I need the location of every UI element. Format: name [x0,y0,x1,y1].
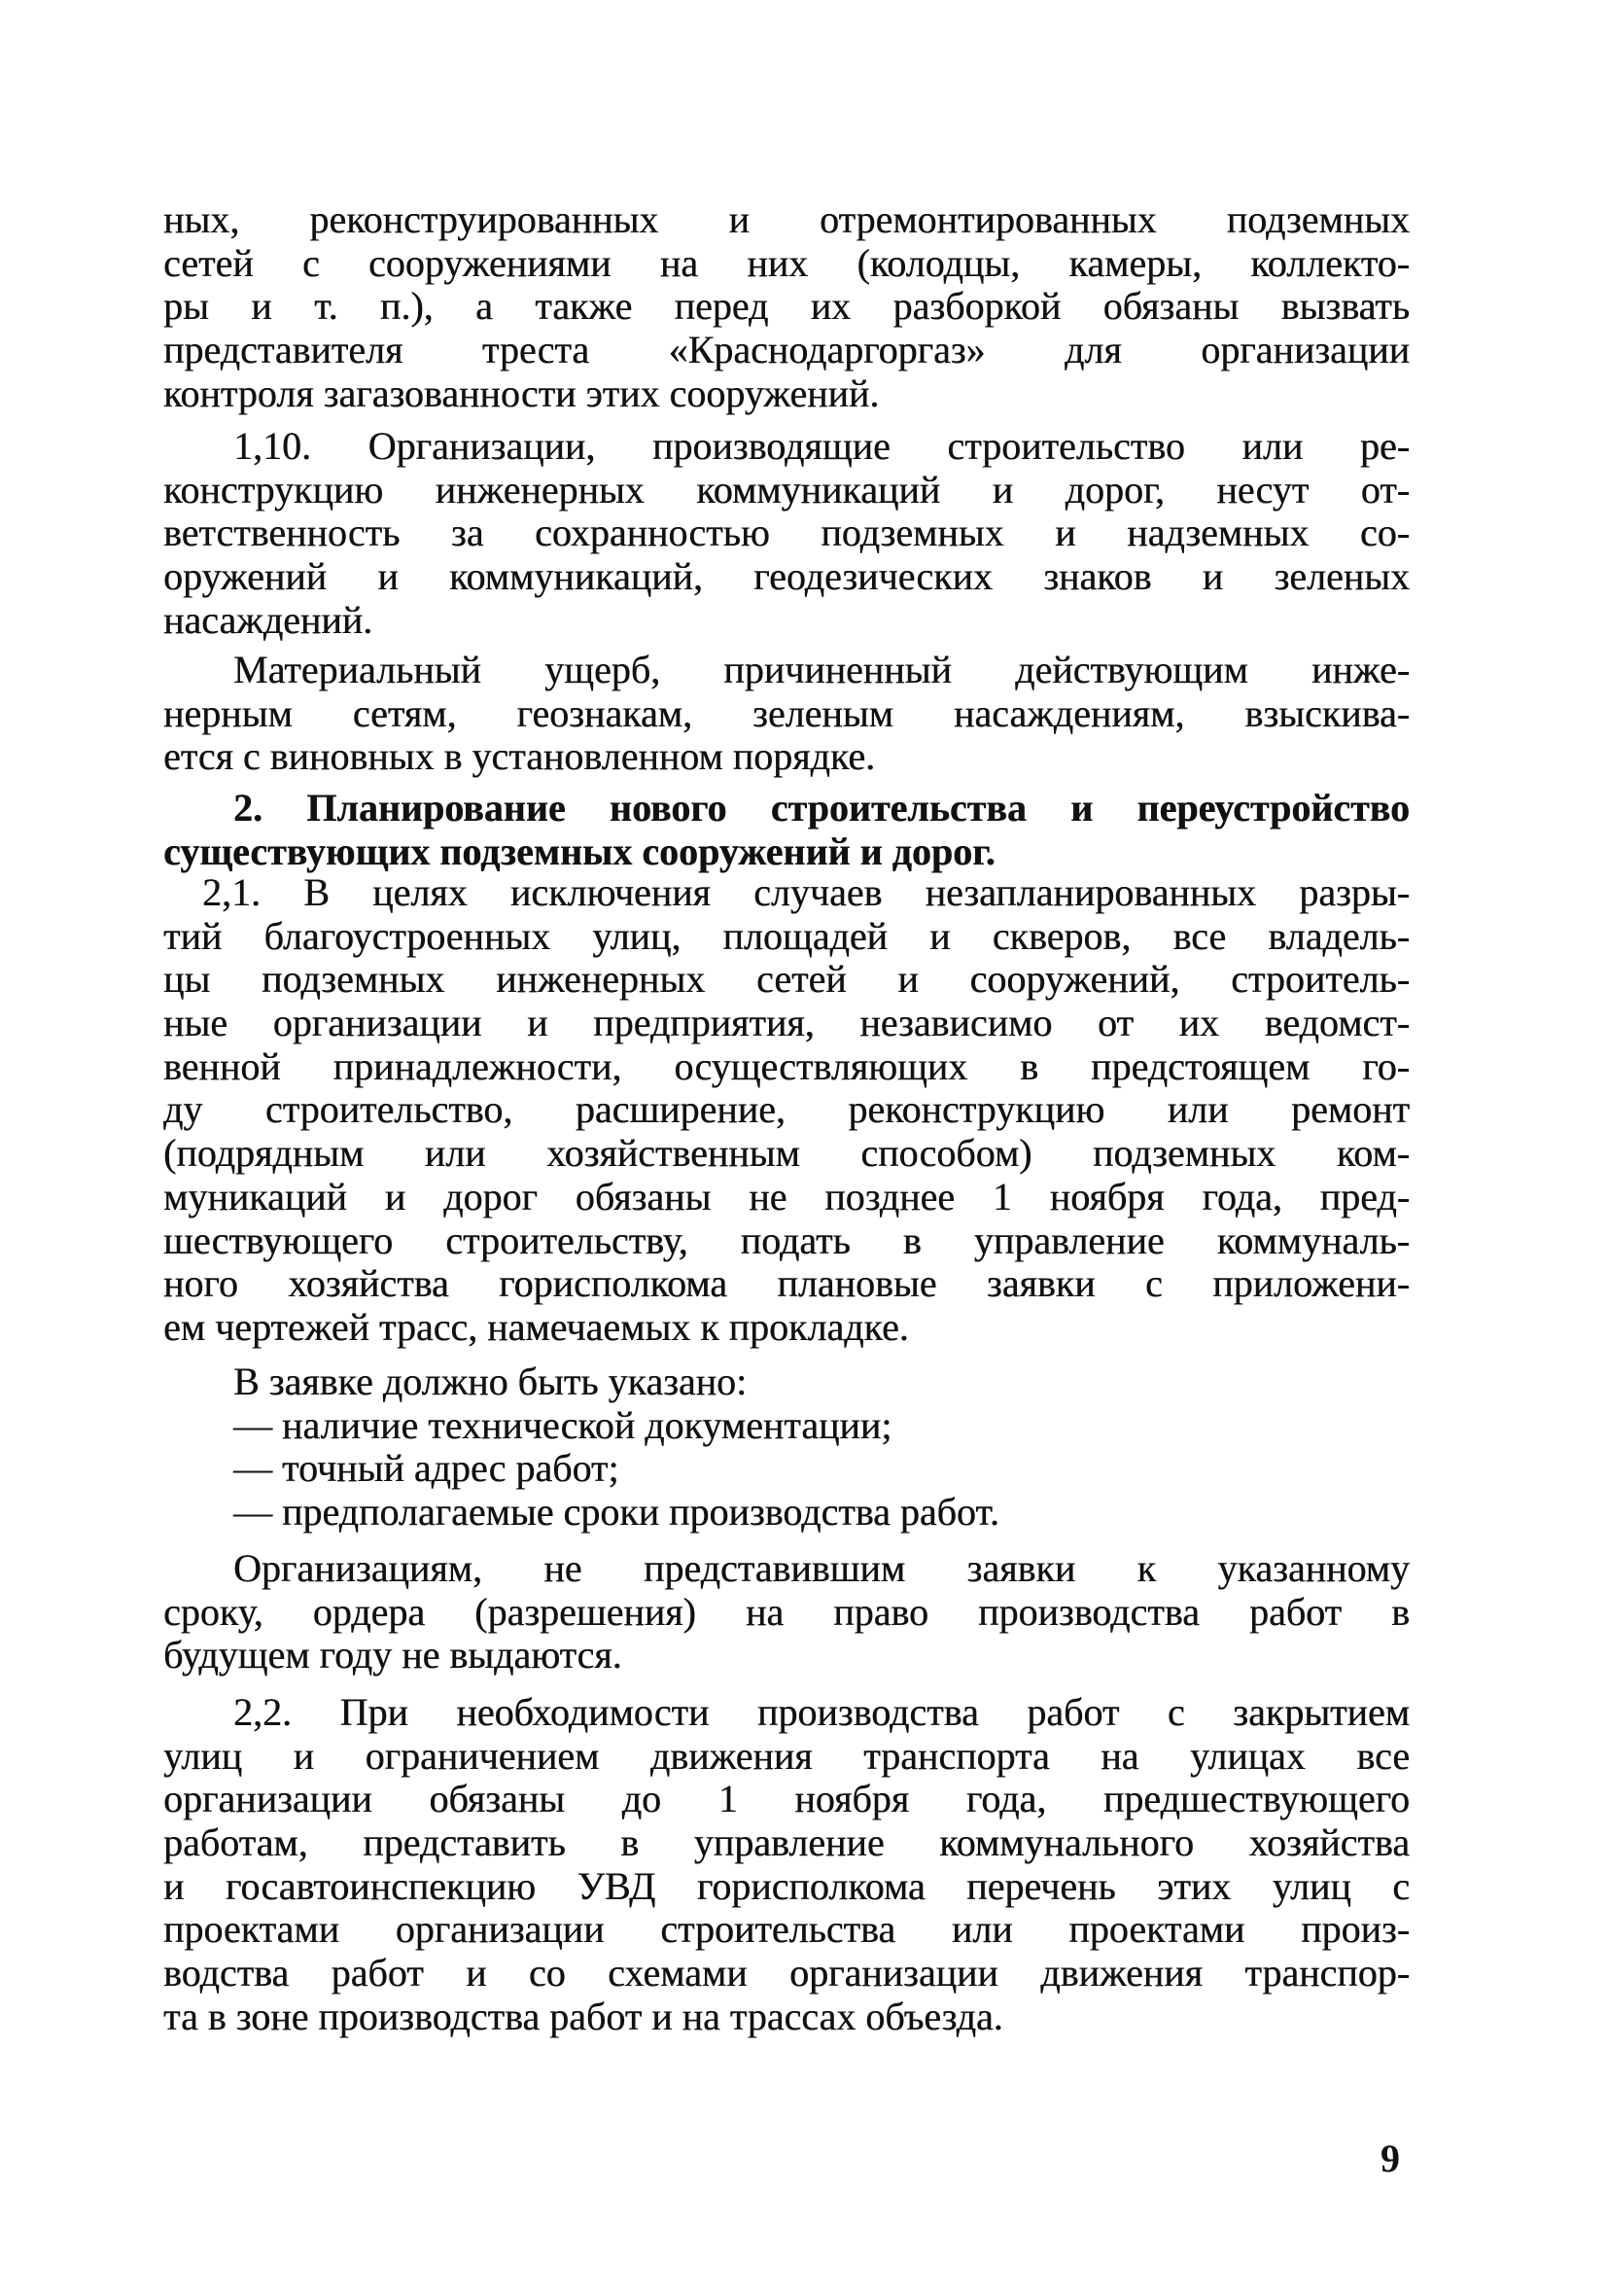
text-line: шествующего строительству, подать в управление коммуналь- [163,1218,1410,1262]
text-line: работам, представить в управление коммунального хозяйства [163,1820,1410,1865]
paragraph-no-orders [163,1547,1410,1678]
paragraph-1-10 [163,425,1410,642]
heading-line: 2. Планирование нового строительства и переустройство [233,786,1410,830]
text-line: ду строительство, расширение, реконструкцию или ремонт [163,1087,1410,1132]
text-line: контроля загазованности этих сооружений. [163,371,880,415]
text-line: ветственность за сохранностью подземных и надземных со- [163,511,1410,555]
text-line: оружений и коммуникаций, геодезических знаков и зеленых [163,554,1410,599]
text-line: (подрядным или хозяйственным способом) подземных ком- [163,1131,1410,1176]
list-item: — предполагаемые сроки производства работ. [233,1490,999,1535]
text-line: В заявке должно быть указано: [233,1360,748,1403]
text-line: 1,10. Организации, производящие строительство или ре- [233,424,1410,468]
text-line: ных, реконструированных и отремонтированных подземных [163,197,1410,241]
text-line: Организациям, не представившим заявки к указанному [233,1546,1410,1590]
text-line: конструкцию инженерных коммуникаций и дорог, несут от- [163,467,1410,512]
paragraph-damage [163,649,1410,779]
paragraph-2-1 [163,871,1410,1350]
page-number: 9 [1381,2137,1400,2180]
text-line: 2,2. При необходимости производства работ с закрытием [233,1690,1410,1734]
section-heading [163,787,1410,873]
list-item: — наличие технической документации; [233,1402,892,1447]
text-line: улиц и ограничением движения транспорта на улицах все [163,1733,1410,1778]
text-line: ется с виновных в установленном порядке. [163,734,876,779]
text-line: проектами организации строительства или проектами произ- [163,1907,1410,1952]
text-line: насаждений. [163,597,373,642]
text-line: водства работ и со схемами организации движения транспор- [163,1951,1410,1996]
text-line: ры и т. п.), а также перед их разборкой обязаны вызвать [163,284,1410,329]
paragraph-2-2 [163,1691,1410,2039]
text-line: 2,1. В целях исключения случаев незапланированных разры- [202,870,1410,914]
text-line: ного хозяйства горисполкома плановые заявки с приложени- [163,1261,1410,1306]
text-line: и госавтоинспекцию УВД горисполкома перечень этих улиц с [163,1863,1410,1908]
text-line: будущем году не выдаются. [163,1633,622,1678]
text-line: сроку, ордера (разрешения) на право производства работ в [163,1589,1410,1634]
text-line: цы подземных инженерных сетей и сооружений, строитель- [163,957,1410,1002]
heading-line: существующих подземных сооружений и дорог. [163,829,996,873]
text-line: тий благоустроенных улиц, площадей и скверов, все владель- [163,913,1410,958]
text-line: муникаций и дорог обязаны не позднее 1 ноября года, пред- [163,1174,1410,1219]
text-line: венной принадлежности, осуществляющих в предстоящем го- [163,1043,1410,1088]
text-line: ем чертежей трасс, намечаемых к прокладке. [163,1304,909,1349]
text-line: организации обязаны до 1 ноября года, предшествующего [163,1777,1410,1821]
paragraph-continuation [163,198,1410,415]
text-line: ные организации и предприятия, независимо от их ведомст- [163,1001,1410,1045]
text-line: Материальный ущерб, причиненный действующим инже- [233,648,1410,691]
text-line: нерным сетям, геознакам, зеленым насаждениям, взыскива- [163,690,1410,735]
text-line: та в зоне производства работ и на трассах объезда. [163,1994,1003,2038]
list-item: — точный адрес работ; [233,1446,619,1491]
text-line: представителя треста «Краснодаргоргаз» для организации [163,328,1410,372]
request-requirements-list [163,1360,1410,1535]
text-line: сетей с сооружениями на них (колодцы, камеры, коллекто- [163,240,1410,285]
